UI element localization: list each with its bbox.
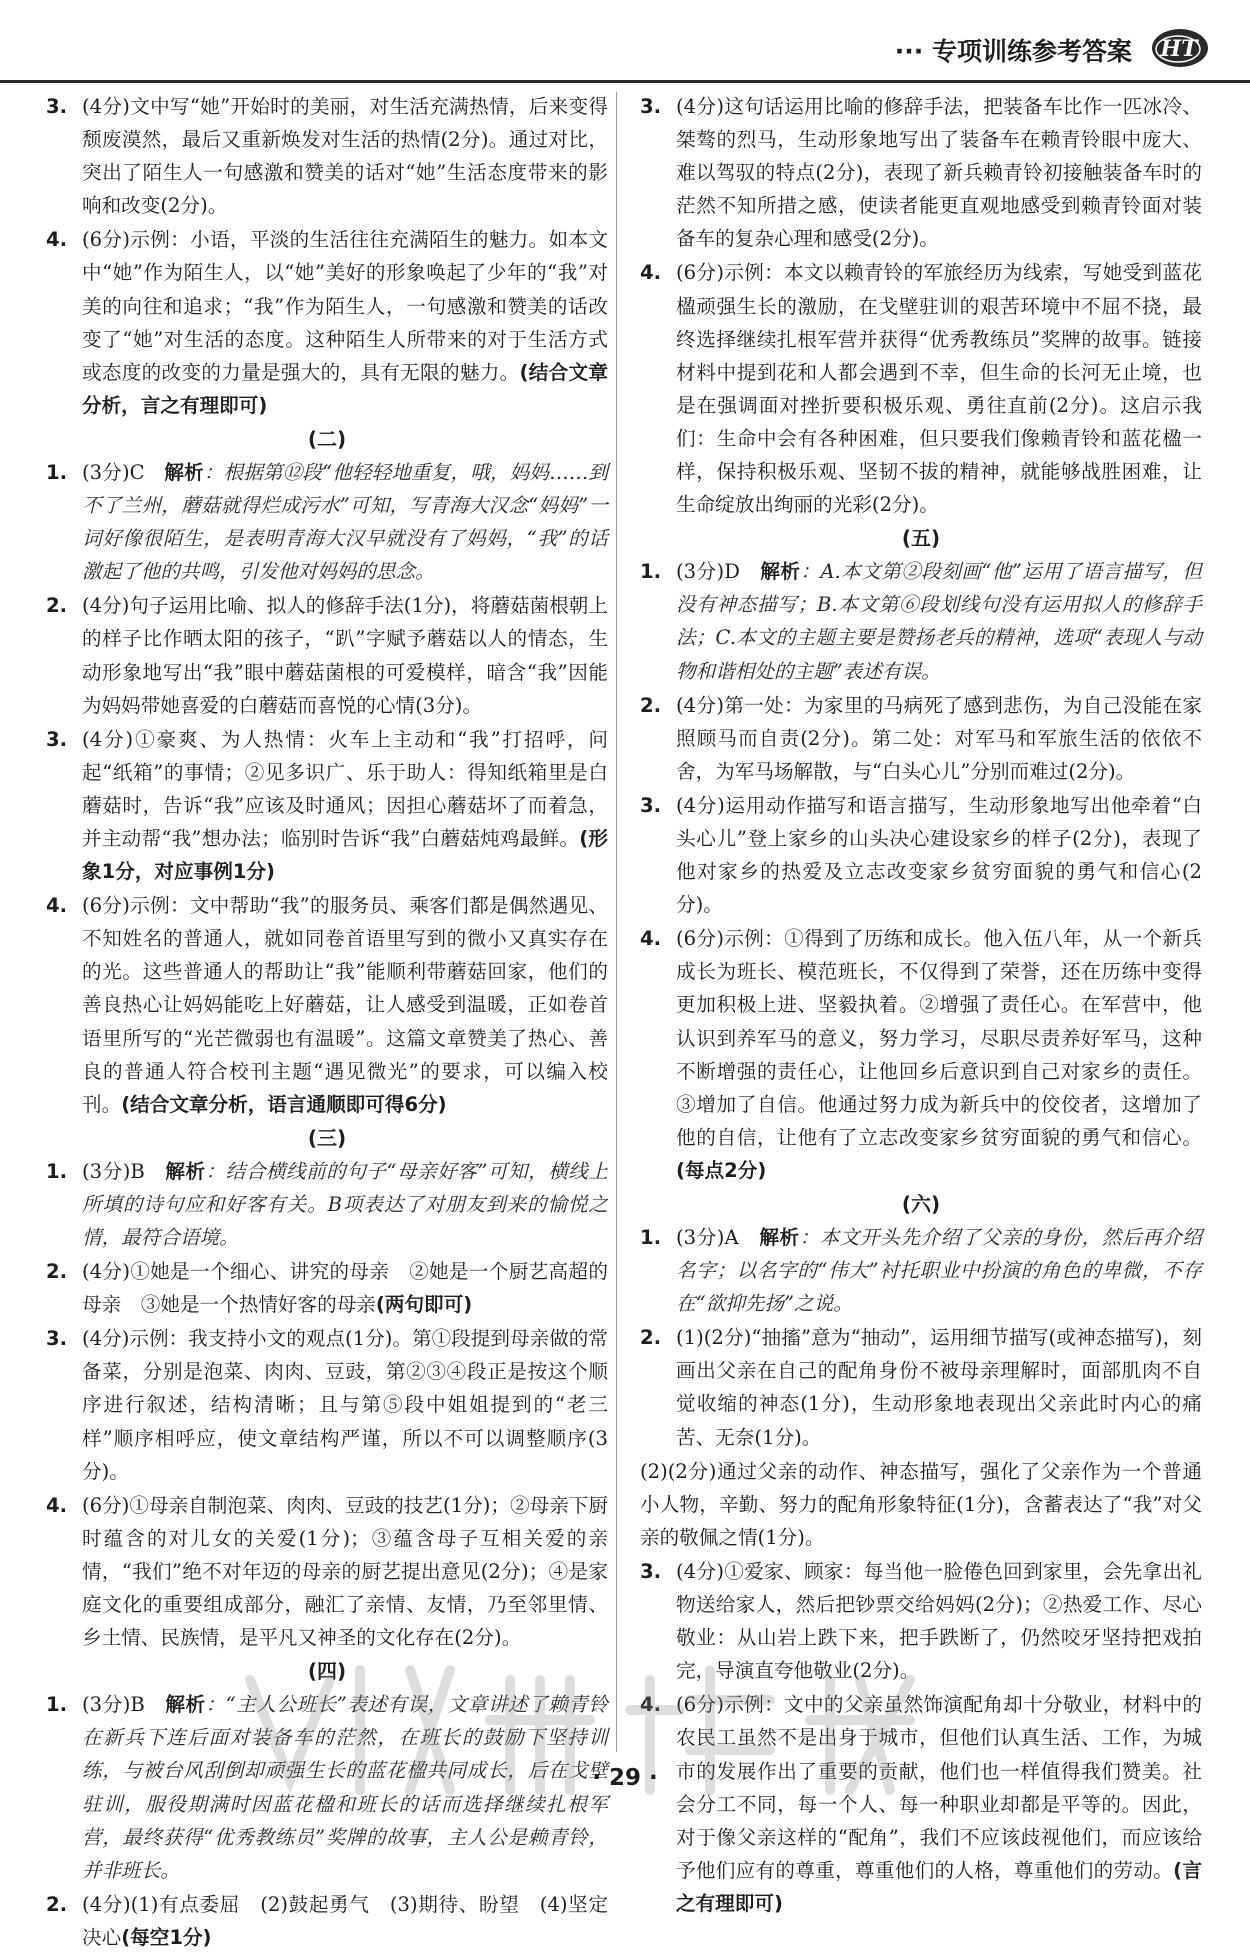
question-number: 1. [46, 1693, 68, 1717]
scoring-note: (每空1分) [121, 1925, 212, 1949]
question-number: 4. [640, 927, 662, 951]
answer-text: (2)(2分)通过父亲的动作、神态描写，强化了父亲作为一个普通小人物，辛勤、努力的配角形象特征(1分)，含蓄表达了“我”对父亲的敬佩之情(1分)。 [640, 1459, 1202, 1549]
page-number: · 29 · [592, 1765, 658, 1791]
question-number: 3. [46, 727, 68, 751]
answer-item [46, 1155, 608, 1254]
answer-text: (4分)第一处：为家里的马病死了感到悲伤，为自己没能在家照顾马而自责(2分)。第二处：对军马和军旅生活的依依不舍，为军马场解散，与“白头心儿”分别而难过(2分)。 [676, 693, 1202, 783]
analysis-label: 解析 [164, 460, 204, 484]
question-number: 2. [640, 1326, 662, 1350]
question-number: 3. [640, 1559, 662, 1583]
question-number: 2. [46, 594, 68, 618]
scoring-note: (每点2分) [676, 1158, 767, 1182]
left-column [46, 90, 609, 1949]
answer-text: ：结合横线前的句子“母亲好客”可知，横线上所填的诗句应和好客有关。B项表达了对朋友到来的愉悦之情，最符合语境。 [82, 1159, 609, 1249]
answer-choice: (3分)C [82, 460, 165, 484]
answer-item [640, 555, 1202, 687]
right-column [640, 90, 1203, 1915]
scoring-note: (两句即可) [375, 1293, 473, 1317]
answer-item [46, 1255, 608, 1321]
question-number: 1. [640, 1226, 662, 1249]
logo-text: HT [1160, 36, 1198, 62]
answer-item [640, 1321, 1202, 1453]
question-number: 4. [640, 1693, 662, 1717]
page-header [0, 10, 1250, 83]
answer-text: (4分)①豪爽、为人热情：火车上主动和“我”打招呼，问起“纸箱”的事情；②见多识广、乐于助人：得知纸箱里是白蘑菇时，告诉“我”应该及时通风；因担心蘑菇坏了而着急，并主动帮“我”想办法；临别时告诉“我”白蘑菇炖鸡最鲜。 [82, 727, 608, 850]
question-number: 3. [640, 95, 662, 118]
logo-icon [1148, 24, 1212, 72]
answer-text: ：根据第⑫段“他轻轻地重复，哦，妈妈……到不了兰州，蘑菇就得烂成污水”可知，写青海大汉念“妈妈”一词好像很陌生，是表明青海大汉早就没有了妈妈，“我”的话激起了他的共鸣，引发他对妈妈的思念。 [82, 460, 609, 584]
answer-text: ：“主人公班长”表述有误，文章讲述了赖青铃在新兵下连后面对装备车的茫然，在班长的鼓励下坚持训练，与被台风刮倒却顽强生长的蓝花楹共同成长，后在戈壁驻训，服役期满时因蓝花楹和班长的话而选择继续扎根军营，最终获得“优秀教练员”奖牌的故事，主人公是赖青铃，并非班长。 [82, 1693, 609, 1882]
analysis-label: 解析 [165, 1693, 206, 1717]
question-number: 1. [46, 1159, 68, 1183]
answer-item [46, 1888, 608, 1954]
scoring-note: (言之有理即可) [676, 1858, 1202, 1915]
answer-text: (4分)运用动作描写和语言描写，生动形象地写出他牵着“白头心儿”登上家乡的山头决心建设家乡的样子(2分)，表现了他对家乡的热爱及立志改变家乡贫穷面貌的勇气和信心(2分)。 [676, 793, 1202, 917]
answer-text: (6分)示例：文中帮助“我”的服务员、乘客们都是偶然遇见、不知姓名的普通人，就如同卷首语里写到的微小又真实存在的光。这些普通人的帮助让“我”能顺利带蘑菇回家，他们的善良热心让妈妈能吃上好蘑菇，让人感受到温暖，正如卷首语里所写的“光芒微弱也有温暖”。这篇文章赞美了热心、善良的普通人符合校刊主题“遇见微光”的要求，可以编入校刊。 [82, 894, 608, 1116]
answer-text: (1)(2分)“抽搐”意为“抽动”，运用细节描写(或神态描写)，刻画出父亲在自己的配角身份不被母亲理解时，面部肌肉不自觉收缩的神态(1分)，生动形象地表现出父亲此时内心的痛苦、无奈(1分)。 [676, 1326, 1202, 1449]
answer-text: (4分)①她是一个细心、讲究的母亲 ②她是一个厨艺高超的母亲 ③她是一个热情好客的母亲 [82, 1260, 608, 1317]
answer-item [46, 589, 608, 721]
question-number: 3. [640, 793, 662, 817]
section-heading: (五) [901, 526, 941, 551]
question-number: 3. [46, 1327, 68, 1351]
question-number: 4. [46, 894, 68, 918]
question-number: 4. [46, 228, 68, 252]
answer-item [640, 689, 1202, 788]
answer-text: (4分)示例：我支持小文的观点(1分)。第①段提到母亲做的常备菜，分别是泡菜、肉肉、豆豉，第②③④段正是按这个顺序进行叙述，结构清晰；且与第⑤段中姐姐提到的“老三样”顺序相呼应，使文章结构严谨，所以不可以调整顺序(3分)。 [82, 1327, 608, 1483]
answer-choice: (3分)D [676, 560, 761, 584]
answer-choice: (3分)B [82, 1693, 166, 1717]
answer-item [46, 1489, 608, 1654]
answer-text: (6分)示例：小语，平淡的生活往往充满陌生的魅力。如本文中“她”作为陌生人，以“她”美好的形象唤起了少年的“我”对美的向往和追求；“我”作为陌生人，一句感激和赞美的话改变了“她”对生活的态度。这种陌生人所带来的对于生活方式或态度的改变的力量是强大的，具有无限的魅力。 [82, 228, 608, 384]
question-number: 4. [46, 1493, 68, 1517]
answer-item [640, 1221, 1202, 1320]
answer-choice: (3分)B [82, 1159, 166, 1183]
answer-item [640, 789, 1202, 921]
answer-text: (6分)示例：本文以赖青铃的军旅经历为线索，写她受到蓝花楹顽强生长的激励，在戈壁驻训的艰苦环境中不屈不挠，最终选择继续扎根军营并获得“优秀教练员”奖牌的故事。链接材料中提到花和人都会遇到不幸，但生命的长河无止境，也是在强调面对挫折要积极乐观、勇往直前(2分)。这启示我们：生命中会有各种困难，但只要我们像赖青铃和蓝花楹一样，保持积极乐观、坚韧不拔的精神，就能够战胜困难，让生命绽放出绚丽的光彩(2分)。 [676, 261, 1202, 517]
answer-text: (6分)示例：①得到了历练和成长。他入伍八年，从一个新兵成长为班长、模范班长，不仅得到了荣誉，还在历练中变得更加积极上进、坚毅执着。②增强了责任心。在军营中，他认识到养军马的意义，努力学习，尽职尽责养好军马，这种不断增强的责任心，让他回乡后意识到自己对家乡的责任。③增加了自信。他通过努力成为新兵中的佼佼者，这增加了他的自信，让他有了立志改变家乡贫穷面貌的勇气和信心。 [676, 927, 1202, 1149]
section-heading: (六) [901, 1192, 941, 1216]
question-number: 4. [640, 261, 662, 285]
scoring-note: (结合文章分析，语言通顺即可得6分) [121, 1092, 447, 1116]
answer-item [640, 1455, 1202, 1554]
answer-text: (4分)(1)有点委屈 (2)鼓起勇气 (3)期待、盼望 (4)坚定决心 [82, 1892, 608, 1949]
answer-item [46, 1322, 608, 1487]
answer-item [46, 456, 608, 588]
question-number: 1. [46, 460, 68, 484]
answer-item [46, 223, 608, 422]
answer-text: (4分)①爱家、顾家：每当他一脸倦色回到家里，会先拿出礼物送给家人，然后把钞票交给妈妈(2分)；②热爱工作、尽心敬业：从山岩上跌下来，把手跌断了，仍然咬牙坚持把戏拍完，导演直夸他敬业(2分)。 [676, 1559, 1202, 1683]
analysis-label: 解析 [759, 1226, 800, 1249]
answer-text: (4分)这句话运用比喻的修辞手法，把装备车比作一匹冰冷、桀骜的烈马，生动形象地写出了装备车在赖青铃眼中庞大、难以驾驭的特点(2分)，表现了新兵赖青铃初接触装备车时的茫然不知所措之感，使读者能更直观地感受到赖青铃面对装备车的复杂心理和感受(2分)。 [676, 95, 1202, 251]
answer-item [46, 90, 608, 222]
question-number: 2. [640, 693, 662, 717]
question-number: 3. [46, 95, 68, 118]
answer-item [46, 889, 608, 1121]
answer-item [640, 256, 1202, 521]
column-divider [616, 92, 617, 1752]
answer-text: (4分)句子运用比喻、拟人的修辞手法(1分)，将蘑菇菌根朝上的样子比作晒太阳的孩子，“趴”字赋予蘑菇以人的情态，生动形象地写出“我”眼中蘑菇菌根的可爱模样，暗含“我”因能为妈妈带她喜爱的白蘑菇而喜悦的心情(3分)。 [82, 594, 608, 717]
section-heading: (四) [307, 1659, 347, 1684]
answer-item [640, 922, 1202, 1187]
answer-text: (6分)示例：文中的父亲虽然饰演配角却十分敬业，材料中的农民工虽然不是出身于城市，但他们认真生活、工作，为城市的发展作出了重要的贡献，他们也一样值得我们赞美。社会分工不同，每一个人、每一种职业却都是平等的。因此，对于像父亲这样的“配角”，我们不应该歧视他们，而应该给予他们应有的尊重，尊重他们的人格，尊重他们的劳动。 [676, 1693, 1202, 1882]
question-number: 1. [640, 560, 662, 584]
section-heading: (二) [307, 426, 347, 451]
scoring-note: (结合文章分析，言之有理即可) [82, 360, 608, 417]
answer-text: ：本文开头先介绍了父亲的身份，然后再介绍名字；以名字的“伟大”衬托职业中扮演的角色的卑微，不存在“欲抑先扬”之说。 [676, 1226, 1203, 1316]
analysis-label: 解析 [760, 560, 801, 584]
answer-choice: (3分)A [676, 1226, 760, 1249]
question-number: 2. [46, 1260, 68, 1284]
answer-text: (4分)文中写“她”开始时的美丽，对生活充满热情，后来变得颓废漠然，最后又重新焕发对生活的热情(2分)。通过对比，突出了陌生人一句感激和赞美的话对“她”生活态度带来的影响和改变(2分)。 [82, 95, 608, 218]
analysis-label: 解析 [165, 1159, 206, 1183]
section-heading: (三) [307, 1125, 347, 1150]
answer-item [46, 723, 608, 888]
scoring-note: (形象1分，对应事例1分) [82, 826, 608, 884]
answer-text: (6分)①母亲自制泡菜、肉肉、豆豉的技艺(1分)；②母亲下厨时蕴含的对儿女的关爱(1分)；③蕴含母子互相关爱的亲情，“我们”绝不对年迈的母亲的厨艺提出意见(2分)；④是家庭文化的重要组成部分，融汇了亲情、友情，乃至邻里情、乡土情、民族情，是平凡又神圣的文化存在(2分)。 [82, 1493, 608, 1650]
question-number: 2. [46, 1892, 68, 1916]
answer-text: ：A.本文第②段刻画“他”运用了语言描写，但没有神态描写；B.本文第⑥段划线句没有运用拟人的修辞手法；C.本文的主题主要是赞扬老兵的精神，选项“表现人与动物和谐相处的主题”表述有误。 [676, 560, 1203, 683]
answer-item [640, 90, 1202, 255]
header-title: ··· 专项训练参考答案 [894, 37, 1132, 66]
